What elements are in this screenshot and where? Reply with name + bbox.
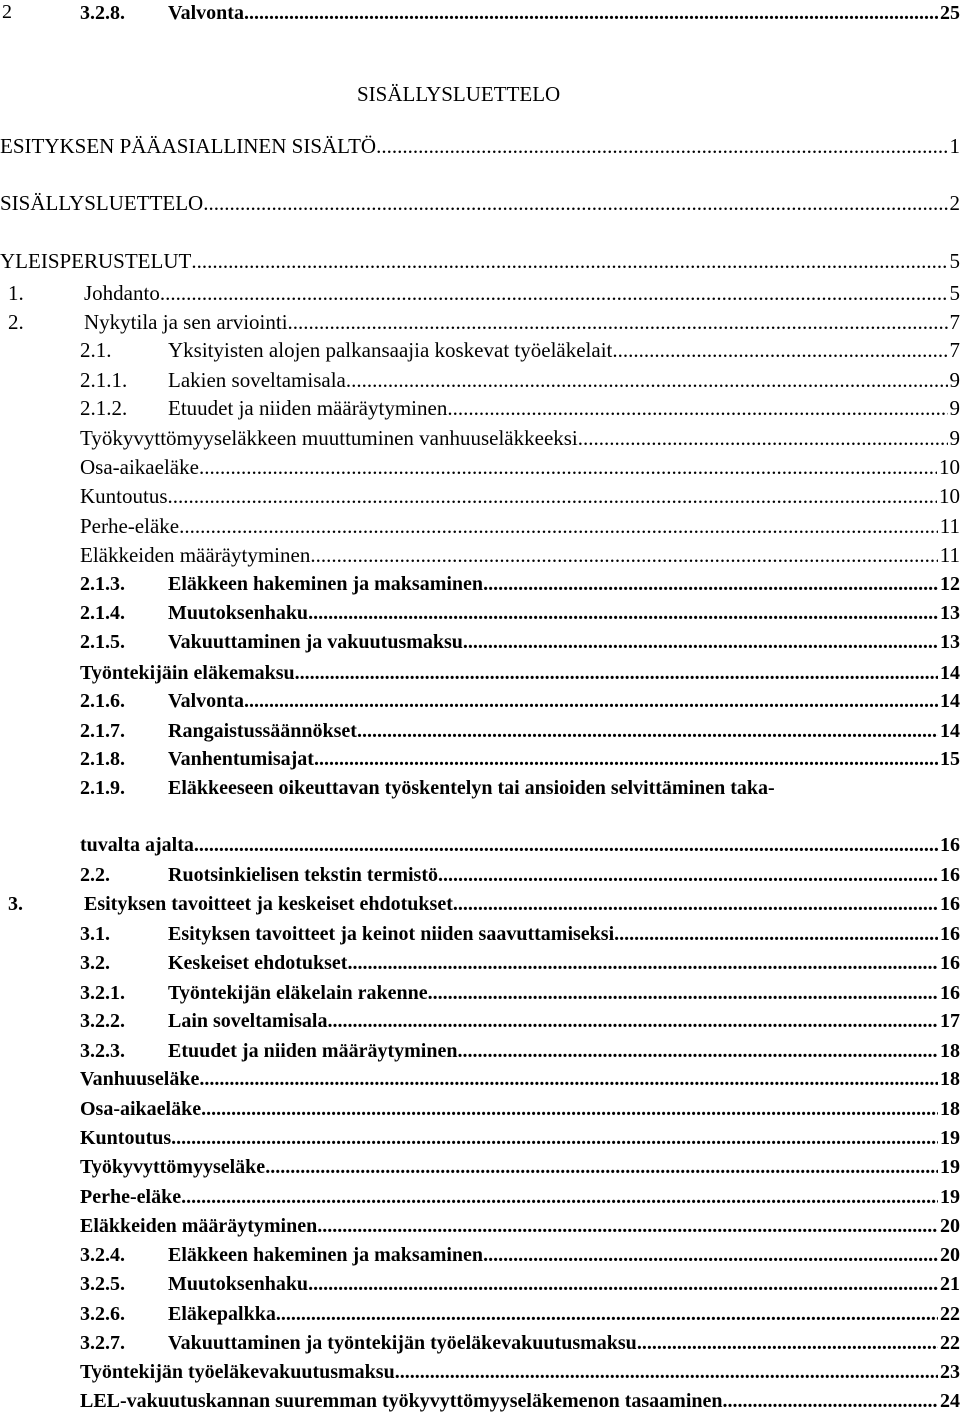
- toc-entry-title: Vakuuttaminen ja vakuutusmaksu: [168, 629, 463, 655]
- dot-leader: [447, 395, 947, 421]
- toc-entry-title: Perhe-eläke: [80, 1184, 181, 1210]
- toc-entry-page: 19: [938, 1154, 960, 1180]
- toc-entry-title: Eläkkeiden määräytyminen: [80, 1213, 317, 1239]
- toc-entry[interactable]: [80, 1388, 960, 1414]
- toc-entry-number: 3.2.4.: [80, 1242, 168, 1268]
- dot-leader: [201, 1096, 938, 1122]
- toc-entry-page: 22: [938, 1330, 960, 1356]
- toc-entry-page: 9: [948, 367, 960, 393]
- toc-entry-continuation[interactable]: [80, 832, 960, 858]
- dot-leader: [199, 1066, 938, 1092]
- toc-entry-page: 14: [938, 688, 960, 714]
- toc-entry-page: 18: [938, 1096, 960, 1122]
- toc-entry[interactable]: [80, 425, 960, 451]
- toc-entry-title: Keskeiset ehdotukset: [168, 950, 347, 976]
- toc-entry-page: 16: [938, 862, 960, 888]
- toc-entry[interactable]: [8, 280, 960, 306]
- toc-entry[interactable]: [80, 1096, 960, 1122]
- toc-entry-title: Lakien soveltamisala: [168, 367, 346, 393]
- toc-entry[interactable]: [80, 1213, 960, 1239]
- toc-entry-title: Työkyvyttömyyseläke: [80, 1154, 265, 1180]
- toc-entry[interactable]: [80, 367, 960, 393]
- dot-leader: [168, 483, 937, 509]
- dot-leader: [181, 1184, 938, 1210]
- toc-entry-title: Vanhuuseläke: [80, 1066, 199, 1092]
- toc-entry-page: 16: [938, 950, 960, 976]
- toc-entry-number: 2.1.2.: [80, 395, 168, 421]
- toc-entry[interactable]: [80, 950, 960, 976]
- toc-entry-title: Valvonta: [168, 0, 244, 26]
- toc-entry-title: YLEISPERUSTELUT: [0, 248, 191, 274]
- toc-entry-title: Työkyvyttömyyseläkkeen muuttuminen vanhuuseläkkeeksi: [80, 425, 578, 451]
- dot-leader: [483, 571, 938, 597]
- dot-leader: [317, 1213, 938, 1239]
- dot-leader: [453, 891, 938, 917]
- dot-leader: [723, 1388, 938, 1414]
- dot-leader: [244, 0, 938, 26]
- toc-entry-page: 21: [938, 1271, 960, 1297]
- toc-entry-page: 7: [948, 337, 960, 363]
- toc-entry-title: Kuntoutus: [80, 1125, 171, 1151]
- toc-entry[interactable]: [80, 1242, 960, 1268]
- toc-entry-page: 11: [938, 513, 960, 539]
- toc-entry-page: 13: [938, 629, 960, 655]
- toc-entry-number: 2.1.5.: [80, 629, 168, 655]
- dot-leader: [346, 367, 948, 393]
- toc-entry-title: Johdanto: [84, 280, 160, 306]
- dot-leader: [614, 921, 938, 947]
- page-title: SISÄLLYSLUETTELO: [357, 80, 560, 108]
- toc-entry-number: 2.1.: [80, 337, 168, 363]
- toc-entry[interactable]: [80, 0, 960, 26]
- toc-entry[interactable]: [80, 980, 960, 1006]
- toc-entry[interactable]: [80, 660, 960, 686]
- toc-entry-title: Rangaistussäännökset: [168, 718, 357, 744]
- toc-entry-number: 3.: [8, 891, 84, 917]
- toc-entry-page: 14: [938, 660, 960, 686]
- toc-entry-title-continuation: tuvalta ajalta: [80, 832, 194, 858]
- toc-entry[interactable]: [80, 1008, 960, 1034]
- toc-entry-title: Työntekijän eläkelain rakenne: [168, 980, 428, 1006]
- dot-leader: [288, 309, 948, 335]
- toc-entry-number: 2.1.9.: [80, 775, 168, 801]
- toc-entry-page: 24: [938, 1388, 960, 1414]
- toc-entry-title: Nykytila ja sen arviointi: [84, 309, 288, 335]
- toc-entry[interactable]: [80, 629, 960, 655]
- toc-entry-page: 23: [938, 1359, 960, 1385]
- toc-entry[interactable]: [0, 133, 960, 159]
- toc-entry-title: Osa-aikaeläke: [80, 454, 199, 480]
- dot-leader: [276, 1301, 938, 1327]
- dot-leader: [637, 1330, 938, 1356]
- toc-entry-number: 2.1.3.: [80, 571, 168, 597]
- dot-leader: [347, 950, 938, 976]
- toc-entry[interactable]: [80, 600, 960, 626]
- toc-entry-title: Eläkepalkka: [168, 1301, 276, 1327]
- toc-entry[interactable]: [80, 1066, 960, 1092]
- toc-entry-page: 13: [938, 600, 960, 626]
- dot-leader: [357, 718, 938, 744]
- toc-entry[interactable]: [80, 1330, 960, 1356]
- dot-leader: [203, 190, 947, 216]
- toc-entry-number: 2.1.6.: [80, 688, 168, 714]
- toc-entry[interactable]: [80, 1038, 960, 1064]
- toc-entry-page: 7: [948, 309, 960, 335]
- toc-entry-title: LEL-vakuutuskannan suuremman työkyvyttömyyseläkemenon tasaaminen: [80, 1388, 723, 1414]
- toc-entry-title: Eläkkeen hakeminen ja maksaminen: [168, 1242, 483, 1268]
- dot-leader: [310, 542, 937, 568]
- toc-entry-number: 3.2.1.: [80, 980, 168, 1006]
- toc-entry-page: 10: [937, 454, 960, 480]
- toc-entry-page: 2: [948, 190, 960, 216]
- dot-leader: [244, 688, 938, 714]
- dot-leader: [457, 1038, 938, 1064]
- toc-entry-title: Vanhentumisajat: [168, 746, 314, 772]
- toc-entry[interactable]: [80, 395, 960, 421]
- toc-entry[interactable]: [80, 454, 960, 480]
- dot-leader: [308, 1271, 938, 1297]
- toc-entry-page: 5: [948, 280, 960, 306]
- toc-entry[interactable]: [80, 1154, 960, 1180]
- toc-entry-number: 2.1.8.: [80, 746, 168, 772]
- toc-entry-page: 17: [938, 1008, 960, 1034]
- toc-entry-title: Muutoksenhaku: [168, 600, 308, 626]
- toc-entry-number: 3.2.6.: [80, 1301, 168, 1327]
- toc-entry-number: 3.2.3.: [80, 1038, 168, 1064]
- toc-entry-number: 3.2.: [80, 950, 168, 976]
- toc-entry-title: Yksityisten alojen palkansaajia koskevat työeläkelait: [168, 337, 612, 363]
- dot-leader: [395, 1359, 938, 1385]
- toc-entry-number: 2.: [8, 309, 84, 335]
- dot-leader: [463, 629, 938, 655]
- toc-entry-title: SISÄLLYSLUETTELO: [0, 190, 203, 216]
- toc-entry[interactable]: [80, 746, 960, 772]
- dot-leader: [308, 600, 938, 626]
- page-number: 2: [2, 0, 12, 24]
- dot-leader: [327, 1008, 938, 1034]
- toc-entry-title: Esityksen tavoitteet ja keinot niiden saavuttamiseksi: [168, 921, 614, 947]
- toc-entry[interactable]: [80, 862, 960, 888]
- toc-entry-title: Kuntoutus: [80, 483, 168, 509]
- toc-entry-page: 5: [948, 248, 960, 274]
- toc-entry-number: 2.1.4.: [80, 600, 168, 626]
- toc-entry-number: 1.: [8, 280, 84, 306]
- dot-leader: [578, 425, 948, 451]
- toc-entry[interactable]: [80, 571, 960, 597]
- toc-entry-title: Perhe-eläke: [80, 513, 179, 539]
- toc-entry-title: Työntekijäin eläkemaksu: [80, 660, 295, 686]
- toc-entry-page: 22: [938, 1301, 960, 1327]
- toc-entry-page: 14: [938, 718, 960, 744]
- toc-entry-title: Etuudet ja niiden määräytyminen: [168, 1038, 457, 1064]
- dot-leader: [483, 1242, 938, 1268]
- toc-entry-page: 19: [938, 1184, 960, 1210]
- toc-entry-number: 3.2.8.: [80, 0, 168, 26]
- dot-leader: [295, 660, 938, 686]
- toc-entry-page: 25: [938, 0, 960, 26]
- toc-entry-number: 2.1.7.: [80, 718, 168, 744]
- toc-entry-page: 11: [938, 542, 960, 568]
- toc-entry-page: 9: [948, 425, 960, 451]
- toc-entry[interactable]: [80, 513, 960, 539]
- dot-leader: [199, 454, 937, 480]
- dot-leader: [314, 746, 938, 772]
- toc-entry[interactable]: [80, 1301, 960, 1327]
- dot-leader: [191, 248, 947, 274]
- toc-entry-title: Muutoksenhaku: [168, 1271, 308, 1297]
- toc-entry-number: 2.2.: [80, 862, 168, 888]
- toc-entry[interactable]: [80, 337, 960, 363]
- toc-entry-title: Etuudet ja niiden määräytyminen: [168, 395, 447, 421]
- toc-entry[interactable]: [80, 688, 960, 714]
- toc-entry-title: ESITYKSEN PÄÄASIALLINEN SISÄLTÖ: [0, 133, 376, 159]
- dot-leader: [612, 337, 947, 363]
- toc-entry-page: 18: [938, 1066, 960, 1092]
- toc-entry[interactable]: [80, 1359, 960, 1385]
- dot-leader: [179, 513, 938, 539]
- toc-entry-title: Valvonta: [168, 688, 244, 714]
- toc-entry[interactable]: [8, 891, 960, 917]
- dot-leader: [376, 133, 947, 159]
- toc-entry[interactable]: [80, 542, 960, 568]
- toc-entry-page: 20: [938, 1242, 960, 1268]
- toc-entry[interactable]: [80, 775, 775, 801]
- dot-leader: [171, 1125, 938, 1151]
- dot-leader: [160, 280, 948, 306]
- dot-leader: [265, 1154, 938, 1180]
- toc-entry-title: Eläkkeen hakeminen ja maksaminen: [168, 571, 483, 597]
- dot-leader: [438, 862, 938, 888]
- toc-entry-page: 12: [938, 571, 960, 597]
- toc-entry-page: 15: [938, 746, 960, 772]
- toc-entry-page: 19: [938, 1125, 960, 1151]
- toc-entry[interactable]: [0, 190, 960, 216]
- toc-entry[interactable]: [80, 1184, 960, 1210]
- toc-entry[interactable]: [80, 718, 960, 744]
- toc-entry-number: 3.1.: [80, 921, 168, 947]
- toc-entry-page: 16: [938, 980, 960, 1006]
- toc-entry-title: Esityksen tavoitteet ja keskeiset ehdotukset: [84, 891, 453, 917]
- toc-entry-title: Työntekijän työeläkevakuutusmaksu: [80, 1359, 395, 1385]
- toc-entry-number: 3.2.5.: [80, 1271, 168, 1297]
- toc-entry-page: 9: [948, 395, 960, 421]
- toc-entry[interactable]: [80, 1271, 960, 1297]
- toc-entry[interactable]: [80, 1125, 960, 1151]
- toc-entry[interactable]: [80, 483, 960, 509]
- toc-entry-title: Osa-aikaeläke: [80, 1096, 201, 1122]
- toc-entry-title: Eläkkeiden määräytyminen: [80, 542, 310, 568]
- toc-entry-number: 2.1.1.: [80, 367, 168, 393]
- toc-entry-title: Vakuuttaminen ja työntekijän työeläkevakuutusmaksu: [168, 1330, 637, 1356]
- toc-entry-number: 3.2.7.: [80, 1330, 168, 1356]
- toc-entry-page: 16: [938, 921, 960, 947]
- toc-entry-title: Eläkkeeseen oikeuttavan työskentelyn tai ansioiden selvittäminen taka-: [168, 777, 775, 799]
- toc-entry[interactable]: [8, 309, 960, 335]
- toc-entry[interactable]: [80, 921, 960, 947]
- toc-entry-title: Ruotsinkielisen tekstin termistö: [168, 862, 438, 888]
- toc-entry-page: 16: [938, 832, 960, 858]
- toc-entry-page: 1: [948, 133, 960, 159]
- toc-entry-page: 20: [938, 1213, 960, 1239]
- toc-entry-page: 16: [938, 891, 960, 917]
- dot-leader: [194, 832, 938, 858]
- dot-leader: [428, 980, 938, 1006]
- toc-entry[interactable]: [0, 248, 960, 274]
- toc-entry-number: 3.2.2.: [80, 1008, 168, 1034]
- toc-entry-title: Lain soveltamisala: [168, 1008, 327, 1034]
- toc-entry-page: 10: [937, 483, 960, 509]
- toc-entry-page: 18: [938, 1038, 960, 1064]
